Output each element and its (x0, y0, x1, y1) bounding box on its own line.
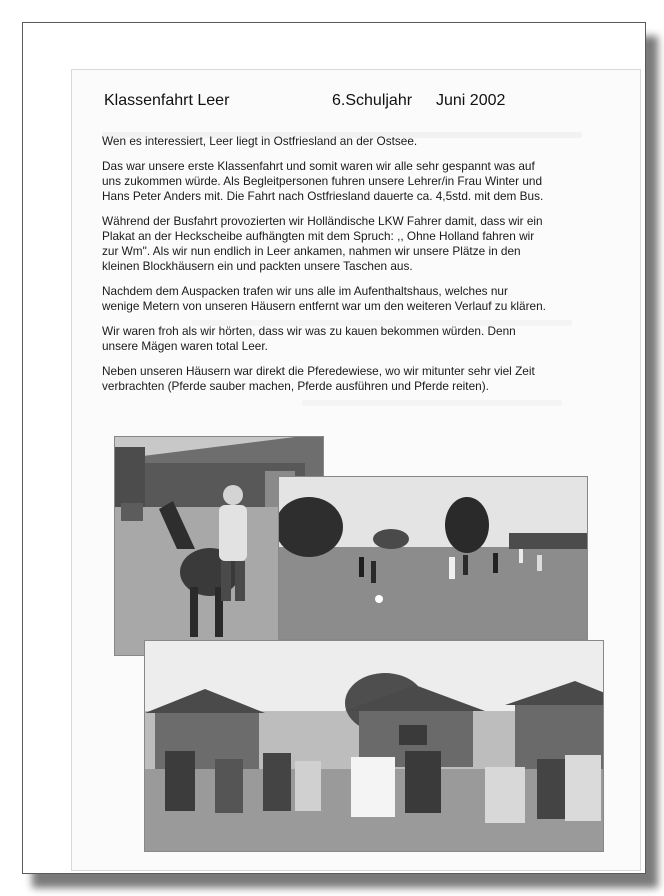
scanned-document (71, 69, 641, 871)
paragraph: Das war unsere erste Klassenfahrt und somit waren wir alle sehr gespannt was auf uns zukommen würde. Als Begleitpersonen fuhren unsere Lehrer/in Frau Winter und Hans Peter Anders mit. Die Fahrt nach Ostfriesland dauerte ca. 4,5std. mit dem Bus. (102, 159, 544, 203)
page-frame (22, 22, 646, 874)
photo-football-field (278, 476, 588, 640)
paragraph: Wen es interessiert, Leer liegt in Ostfriesland an der Ostsee. (102, 134, 418, 148)
photo-group-at-cabins (144, 640, 604, 852)
document-date: Juni 2002 (436, 92, 506, 109)
document-title: Klassenfahrt Leer (104, 92, 230, 109)
document-grade: 6.Schuljahr (332, 92, 413, 109)
document-header (104, 92, 574, 114)
paragraph: Neben unseren Häusern war direkt die Pferedewiese, wo wir mitunter sehr viel Zeit verbrachten (Pferde sauber machen, Pferde ausführen und Pferde reiten). (102, 364, 535, 393)
paragraph: Nachdem dem Auspacken trafen wir uns alle im Aufenthaltshaus, welches nur wenige Metern von unseren Häusern entfernt war um den weiteren Verlauf zu klären. (102, 284, 546, 313)
document-body (102, 134, 592, 404)
paragraph: Wir waren froh als wir hörten, dass wir was zu kauen bekommen würden. Denn unsere Mägen waren total Leer. (102, 324, 516, 353)
paragraph: Während der Busfahrt provozierten wir Holländische LKW Fahrer damit, dass wir ein Plakat an der Heckscheibe aufhängten mit dem Spruch: ,, Ohne Holland fahren wir zur Wm". Als wir nun endlich in Leer ankamen, nahmen wir unsere Plätze in den kleinen Blockhäusern ein und packten unsere Taschen aus. (102, 214, 543, 273)
